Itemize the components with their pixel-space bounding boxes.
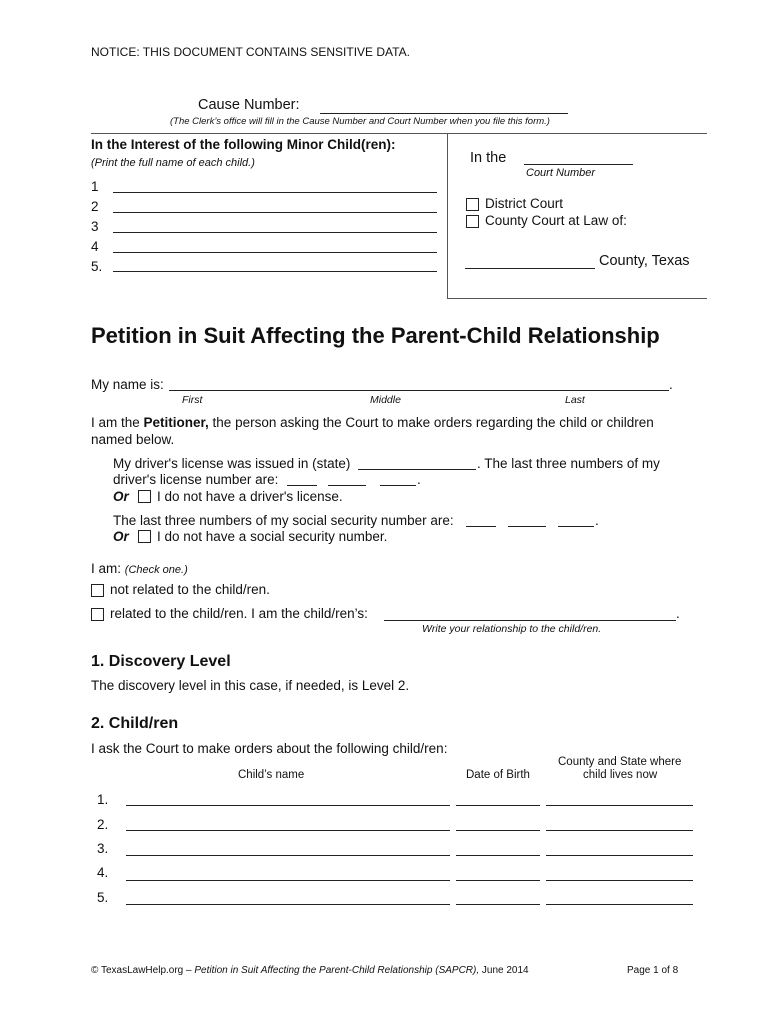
minor-children-hint: (Print the full name of each child.) — [91, 157, 255, 169]
petitioner-statement-line2: named below. — [91, 432, 175, 447]
petitioner-statement: I am the Petitioner, the person asking the Court to make orders regarding the child or children — [91, 415, 654, 430]
child-county-field[interactable] — [546, 880, 693, 881]
ssn-digit-field[interactable] — [466, 526, 496, 527]
page-number: Page 1 of 8 — [627, 965, 679, 976]
middle-name-caption: Middle — [370, 394, 401, 406]
child-number: 4 — [91, 239, 99, 254]
childs-name-header: Child’s name — [238, 769, 305, 781]
relationship-caption: Write your relationship to the child/ren. — [422, 623, 602, 635]
county-court-label: County Court at Law of: — [485, 213, 627, 228]
name-period: . — [669, 377, 673, 392]
or-label: Or — [113, 529, 129, 544]
child-dob-field[interactable] — [456, 855, 540, 856]
child-number: 3 — [91, 219, 99, 234]
in-the-label: In the — [470, 150, 507, 166]
child-name-field[interactable] — [113, 232, 437, 233]
page-title: Petition in Suit Affecting the Parent-Child Relationship — [91, 323, 660, 348]
no-ssn-label: I do not have a social security number. — [157, 529, 388, 544]
license-state-label: My driver's license was issued in (state) — [113, 456, 351, 471]
child-name-field[interactable] — [113, 271, 437, 272]
ssn-digit-field[interactable] — [508, 526, 546, 527]
relationship-period: . — [676, 606, 680, 621]
cause-number-field[interactable] — [320, 113, 568, 114]
related-checkbox[interactable] — [91, 608, 104, 621]
not-related-checkbox[interactable] — [91, 584, 104, 597]
child-name-field[interactable] — [126, 805, 450, 806]
relationship-field[interactable] — [384, 620, 676, 621]
not-related-label: not related to the child/ren. — [110, 582, 270, 597]
last-name-caption: Last — [565, 394, 585, 406]
court-number-caption: Court Number — [526, 167, 596, 179]
children-intro: I ask the Court to make orders about the following child/ren: — [91, 741, 448, 756]
county-court-checkbox[interactable] — [466, 215, 479, 228]
child-dob-field[interactable] — [456, 880, 540, 881]
caption-divider — [447, 133, 448, 299]
district-court-label: District Court — [485, 196, 564, 211]
ssn-digit-field[interactable] — [558, 526, 594, 527]
license-last-three-label: . The last three numbers of my — [477, 456, 660, 471]
date-of-birth-header: Date of Birth — [466, 769, 530, 781]
child-dob-field[interactable] — [456, 904, 540, 905]
child-name-field[interactable] — [113, 192, 437, 193]
related-label: related to the child/ren. I am the child/ren’s: — [110, 606, 368, 621]
sensitive-data-notice: NOTICE: THIS DOCUMENT CONTAINS SENSITIVE DATA. — [91, 45, 410, 59]
child-name-field[interactable] — [126, 830, 450, 831]
child-name-field[interactable] — [113, 212, 437, 213]
no-license-label: I do not have a driver's license. — [157, 489, 343, 504]
child-county-field[interactable] — [546, 830, 693, 831]
child-county-field[interactable] — [546, 855, 693, 856]
county-name-field[interactable] — [465, 268, 595, 269]
or-label: Or — [113, 489, 129, 504]
county-texas-label: County, Texas — [599, 253, 690, 269]
license-number-label: driver's license number are: — [113, 472, 279, 487]
court-number-field[interactable] — [524, 164, 633, 165]
child-number: 1 — [91, 179, 99, 194]
discovery-heading: 1. Discovery Level — [91, 653, 231, 670]
county-state-header: County and State where — [558, 756, 682, 768]
child-name-field[interactable] — [126, 904, 450, 905]
county-state-header-line2: child lives now — [583, 769, 658, 781]
license-period: . — [417, 472, 421, 487]
child-county-field[interactable] — [546, 805, 693, 806]
minor-children-title: In the Interest of the following Minor Child(ren): — [91, 137, 396, 152]
ssn-label: The last three numbers of my social security number are: — [113, 513, 454, 528]
children-heading: 2. Child/ren — [91, 715, 179, 732]
discovery-text: The discovery level in this case, if needed, is Level 2. — [91, 678, 410, 693]
no-ssn-checkbox[interactable] — [138, 530, 151, 543]
caption-bottom-rule — [447, 298, 707, 299]
child-row-number: 5. — [97, 890, 109, 905]
child-name-field[interactable] — [126, 880, 450, 881]
first-name-caption: First — [182, 394, 203, 406]
no-license-checkbox[interactable] — [138, 490, 151, 503]
child-number: 5. — [91, 259, 103, 274]
petitioner-name-field[interactable] — [169, 390, 669, 391]
district-court-checkbox[interactable] — [466, 198, 479, 211]
cause-number-hint: (The Clerk’s office will fill in the Cause Number and Court Number when you file this form.) — [170, 116, 550, 127]
cause-number-label: Cause Number: — [198, 97, 300, 113]
child-row-number: 4. — [97, 865, 109, 880]
caption-top-rule — [91, 133, 707, 134]
my-name-label: My name is: — [91, 377, 164, 392]
child-dob-field[interactable] — [456, 805, 540, 806]
ssn-period: . — [595, 513, 599, 528]
license-digit-field[interactable] — [287, 485, 317, 486]
footer-citation: © TexasLawHelp.org – Petition in Suit Affecting the Parent-Child Relationship (SAPCR), June 2014 — [91, 965, 529, 976]
child-row-number: 3. — [97, 841, 109, 856]
license-state-field[interactable] — [358, 469, 476, 470]
license-digit-field[interactable] — [380, 485, 416, 486]
child-number: 2 — [91, 199, 99, 214]
child-dob-field[interactable] — [456, 830, 540, 831]
license-digit-field[interactable] — [328, 485, 366, 486]
child-row-number: 2. — [97, 817, 109, 832]
child-name-field[interactable] — [126, 855, 450, 856]
i-am-label: I am: (Check one.) — [91, 561, 188, 576]
child-row-number: 1. — [97, 792, 109, 807]
child-name-field[interactable] — [113, 252, 437, 253]
child-county-field[interactable] — [546, 904, 693, 905]
